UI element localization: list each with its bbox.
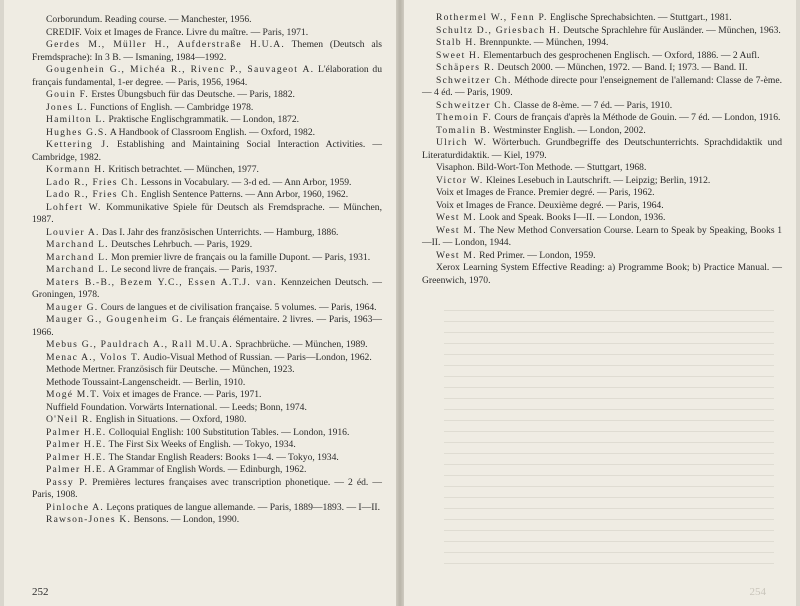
entry-text: Establishing and Maintaining Social Interaction Activities. — Cambridge, 1982. [32,139,382,163]
bibliography-entry [32,402,382,415]
entry-text: Sprachbrüche. — München, 1989. [235,339,368,350]
entry-text: Themen (Deutsch als Fremdsprache): In 3 B. — Ismaning, 1984—1992. [32,39,382,63]
entry-author: Stalb H. [436,37,478,48]
entry-author: Louvier A. [46,226,100,238]
bibliography-entry [32,364,382,377]
entry-author: West M. [436,249,477,261]
entry-author: Mauger G. [46,301,99,313]
entry-text: Look and Speak. Books I—II. — London, 1936. [479,212,666,223]
bibliography-entry [32,277,382,302]
entry-text: Corborundum. Reading course. — Manchester, 1956. [46,14,252,25]
bibliography-entry [422,62,782,75]
entry-author: West M. [436,224,477,236]
bibliography-entry [32,164,382,177]
entry-author: Marchand L. [46,264,109,275]
left-bibliography-list [32,14,382,527]
bibliography-entry [32,414,382,427]
bibliography-entry [422,137,782,162]
entry-author: Themoin F. [436,112,493,123]
bibliography-entry [32,464,382,477]
entry-text: Visaphon. Bild-Wort-Ton Methode. — Stuttgart, 1968. [436,162,647,173]
bibliography-entry [32,102,382,115]
entry-author: Palmer H.E. [46,426,107,438]
bibliography-entry [32,377,382,390]
bibliography-entry [32,252,382,265]
entry-text: Le français élémentaire. 2 livres. — Paris, 1963—1966. [32,314,382,338]
entry-author: Marchand L. [46,251,109,263]
bibliography-entry [32,452,382,465]
entry-author: Pinloche A. [46,501,104,513]
entry-author: West M. [436,212,477,223]
bibliography-entry [422,187,782,200]
entry-text: CREDIF. Voix et Images de France. Livre du maître. — Paris, 1971. [46,26,309,38]
entry-text: Functions of English. — Cambridge 1978. [89,101,254,113]
entry-text: The Standar English Readers: Books 1—4. — Tokyo, 1934. [108,451,339,463]
book-gutter [396,0,404,606]
entry-author: Palmer H.E. [46,439,107,450]
entry-author: Victor W. [436,174,484,186]
entry-author: Mauger G., Gougenheim G. [46,314,184,325]
entry-text: Englische Sprechabsichten. — Stuttgart., 1981. [549,12,732,23]
left-page-number: 252 [32,586,49,598]
entry-text: The New Method Conversation Course. Learn to Speak by Speaking, Books 1—II. — London, 1944. [422,224,782,248]
entry-text: Xerox Learning System Effective Reading: a) Programme Book; b) Practice Manual. — Greenwich, 1970. [422,262,782,286]
entry-text: Lessons in Vocabulary. — 3-d ed. — Ann Arbor, 1959. [140,176,352,188]
entry-author: Maters B.-B., Bezem Y.C., Essen A.T.J. van. [46,276,278,288]
right-bibliography-list [422,12,782,287]
bibliography-entry [422,175,782,188]
entry-text: Wörterbuch. Grundbegriffe des Deutschunterrichts. Sprachdidaktik und Literaturdidaktik. — Kiel, 1979. [422,137,782,161]
entry-author: Mebus G., Pauldrach A., Rall M.U.A. [46,339,233,350]
entry-text: Red Primer. — London, 1959. [479,249,596,261]
entry-text: Methode Mertner. Französisch für Deutsche. — München, 1923. [46,364,295,375]
entry-text: Kennzeichen Deutsch. — Groningen, 1978. [32,276,382,300]
bibliography-entry [422,100,782,113]
bibliography-entry [32,227,382,240]
bibliography-entry [32,339,382,352]
entry-text: Cours de langues et de civilisation française. 5 volumes. — Paris, 1964. [100,301,377,313]
bibliography-entry [32,189,382,202]
bibliography-entry [32,239,382,252]
entry-text: Erstes Übungsbuch für das Deutsche. — Paris, 1882. [91,89,295,100]
entry-text: Methode Toussaint-Langenscheidt. — Berlin, 1910. [46,376,246,388]
entry-text: Deutsches Lehrbuch. — Paris, 1929. [111,239,253,250]
entry-text: Le second livre de français. — Paris, 1937. [111,264,277,275]
bibliography-entry [32,427,382,440]
entry-author: Mogé M.T. [46,389,101,400]
entry-text: Cours de français d'après la Méthode de Gouin. — 7 éd. — London, 1916. [494,112,781,123]
entry-author: Schäpers R. [436,62,496,73]
entry-text: Classe de 8-ème. — 7 éd. — Paris, 1910. [513,99,673,111]
entry-author: Tomalin B. [436,124,492,136]
bibliography-entry [422,200,782,213]
bibliography-entry [32,514,382,527]
bibliography-entry [422,50,782,63]
entry-text: Nuffield Foundation. Vorwärts International. — Leeds; Bonn, 1974. [46,401,307,413]
entry-author: Schultz D., Griesbach H. [436,24,561,36]
entry-text: The First Six Weeks of English. — Tokyo, 1934. [108,439,296,450]
bibliography-entry [422,37,782,50]
entry-text: Das I. Jahr des französischen Unterrichts. — Hamburg, 1886. [101,226,339,238]
entry-text: Brennpunkte. — München, 1994. [479,37,609,48]
entry-text: Mon premier livre de français ou la famille Dupont. — Paris, 1931. [111,251,371,263]
bibliography-entry [422,225,782,250]
entry-text: Premières lectures françaises avec transcription phonetique. — 2 éd. — Paris, 1908. [32,476,382,500]
entry-author: Ulrich W. [436,137,488,148]
bibliography-entry [32,314,382,339]
bibliography-entry [422,125,782,138]
entry-text: Voix et images de France. — Paris, 1971. [102,389,262,400]
entry-text: Deutsch 2000. — München, 1972. — Band. I; 1973. — Band. II. [497,62,748,73]
entry-author: Menac A., Volos T. [46,351,141,363]
right-page [404,0,796,606]
entry-author: O'Neil R. [46,414,94,425]
bibliography-entry [32,114,382,127]
entry-author: Kettering J. [46,139,110,150]
bibliography-entry [32,302,382,315]
entry-author: Lado R., Fries Ch. [46,176,139,188]
bibliography-entry [422,212,782,225]
entry-text: A Grammar of English Words. — Edinburgh, 1962. [108,464,307,475]
bibliography-entry [32,64,382,89]
entry-text: A Handbook of Classroom English. — Oxford, 1982. [109,126,316,138]
entry-author: Rothermel W., Fenn P. [436,12,548,23]
bibliography-entry [32,477,382,502]
show-through-shadow [444,300,774,570]
entry-author: Hamilton L. [46,114,107,125]
entry-text: English in Situations. — Oxford, 1980. [95,414,247,425]
entry-author: Lado R., Fries Ch. [46,189,139,200]
bibliography-entry [32,177,382,190]
bibliography-entry [32,502,382,515]
bibliography-entry [32,139,382,164]
bibliography-entry [32,39,382,64]
bibliography-entry [32,202,382,227]
entry-text: Bensons. — London, 1990. [133,514,240,525]
entry-text: Méthode directe pour l'enseignement de l'allemand: Classe de 7-ème. — 4 éd. — Paris, 1909. [422,74,782,98]
entry-author: Gerdes M., Müller H., Aufderstraße H.U.A. [46,39,286,50]
entry-text: L'élaboration du français fundamental, 1-er degree. — Paris, 1956, 1964. [32,64,383,88]
entry-author: Marchand L. [46,239,109,250]
left-page [4,0,396,606]
right-page-number: 254 [749,586,766,598]
entry-author: Sweet H. [436,49,481,61]
entry-author: Palmer H.E. [46,451,107,463]
entry-author: Palmer H.E. [46,464,107,475]
bibliography-entry [422,250,782,263]
entry-text: Kritisch betrachtet. — München, 1977. [108,164,259,175]
bibliography-entry [32,439,382,452]
bibliography-entry [422,112,782,125]
bibliography-entry [32,352,382,365]
entry-author: Schweitzer Ch. [436,99,512,111]
bibliography-entry [32,127,382,140]
entry-text: Praktische Englischgrammatik. — London, 1872. [108,114,300,125]
entry-author: Passy P. [46,476,89,488]
entry-text: Kleines Lesebuch in Lautschrift. — Leipzig; Berlin, 1912. [485,174,711,186]
entry-text: Kommunikative Spiele für Deutsch als Fremdsprache. — München, 1987. [32,201,382,225]
bibliography-entry [32,264,382,277]
entry-author: Gougenhein G., Michéa R., Rivenc P., Sauvageot A. [46,64,315,75]
entry-author: Lohfert W. [46,201,102,213]
entry-text: Westminster English. — London, 2002. [493,124,646,136]
bibliography-entry [32,389,382,402]
entry-author: Gouin F. [46,89,89,100]
bibliography-entry [32,27,382,40]
entry-author: Rawson-Jones K. [46,514,132,525]
entry-text: Colloquial English: 100 Substitution Tables. — London, 1916. [108,426,350,438]
entry-text: Voix et Images de France. Premier degré. — Paris, 1962. [436,187,655,198]
bibliography-entry [32,14,382,27]
entry-author: Kormann H. [46,164,106,175]
bibliography-entry [422,25,782,38]
entry-text: Voix et Images de France. Deuxième degré. — Paris, 1964. [436,199,664,211]
entry-author: Hughes G.S. [46,126,108,138]
bibliography-entry [422,262,782,287]
bibliography-entry [422,75,782,100]
entry-text: Elementarbuch des gesprochenen Englisch. — Oxford, 1886. — 2 Aufl. [483,49,760,61]
entry-text: English Sentence Patterns. — Ann Arbor, 1960, 1962. [140,189,349,200]
bibliography-entry [422,12,782,25]
entry-author: Schweitzer Ch. [436,74,512,86]
bibliography-entry [422,162,782,175]
entry-text: Deutsche Sprachlehre für Ausländer. — München, 1963. [563,24,781,36]
bibliography-entry [32,89,382,102]
entry-author: Jones L. [46,101,88,113]
entry-text: Leçons pratiques de langue allemande. — Paris, 1889—1893. — I—II. [106,501,381,513]
entry-text: Audio-Visual Method of Russian. — Paris—London, 1962. [142,351,372,363]
